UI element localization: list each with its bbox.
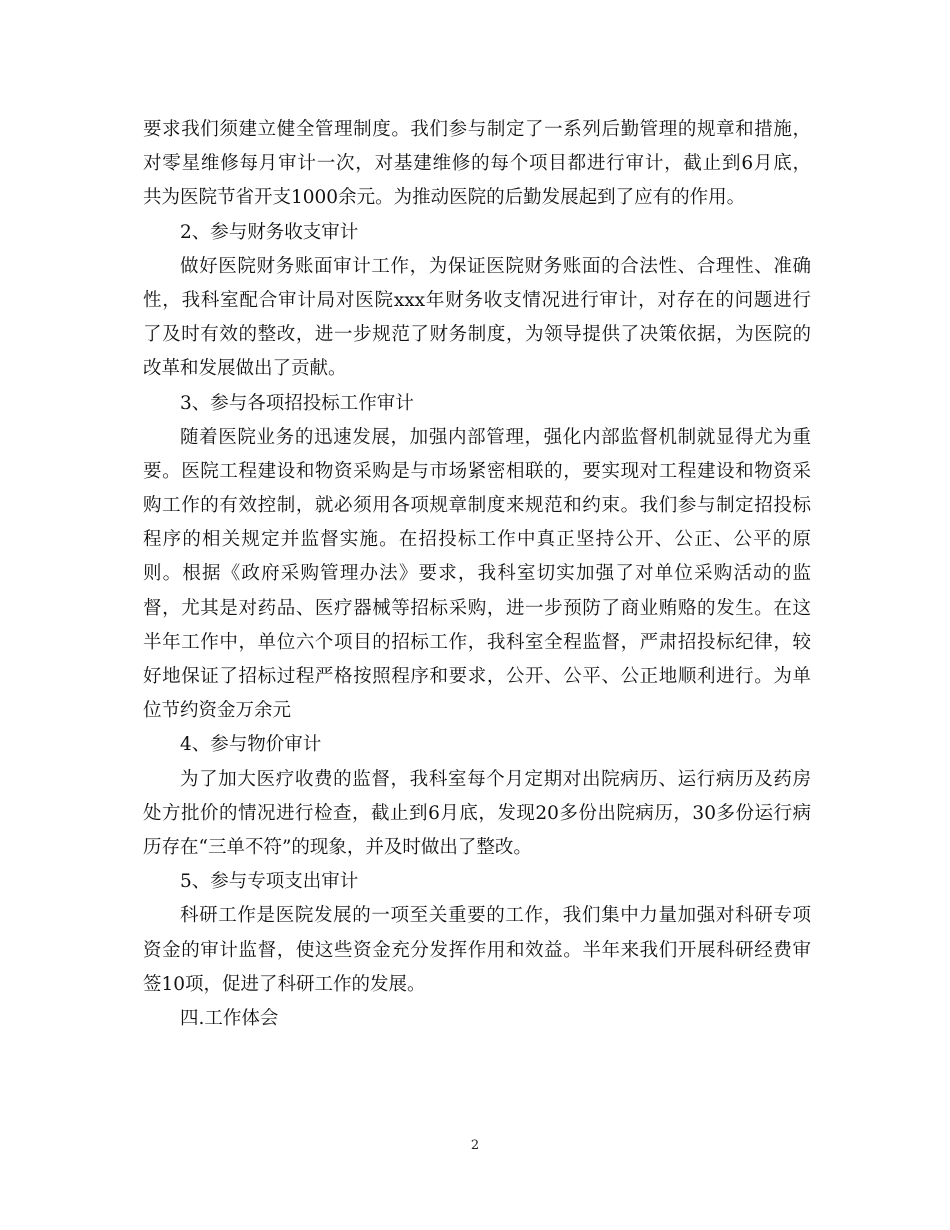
body-line-20: 为了加大医疗收费的监督，我科室每个月定期对出院病历、运行病历及药房	[180, 768, 811, 790]
body-line-10: 随着医院业务的迅速发展，加强内部管理，强化内部监督机制就显得尤为重	[180, 426, 811, 448]
body-line-26: 签10项，促进了科研工作的发展。	[143, 973, 426, 995]
section-heading-work-experience: 四.工作体会	[180, 1007, 279, 1029]
section-heading-financial-audit: 2、参与财务收支审计	[180, 221, 359, 243]
body-line-25: 资金的审计监督，使这些资金充分发挥作用和效益。半年来我们开展科研经费审	[143, 939, 811, 961]
body-line-17: 好地保证了招标过程严格按照程序和要求，公开、公平、公正地顺利进行。为单	[143, 666, 811, 687]
body-line-8: 改革和发展做出了贡献。	[143, 358, 347, 380]
body-line-21: 处方批价的情况进行检查，截止到6月底，发现20多份出院病历，30多份运行病	[143, 802, 811, 824]
body-line-1: 要求我们须建立健全管理制度。我们参与制定了一系列后勤管理的规章和措施，	[143, 119, 811, 140]
page-number: 2	[470, 1138, 480, 1153]
body-line-15: 督，尤其是对药品、医疗器械等招标采购，进一步预防了商业贿赂的发生。在这	[143, 597, 811, 619]
section-heading-bidding-audit: 3、参与各项招投标工作审计	[180, 392, 414, 414]
body-line-7: 了及时有效的整改，进一步规范了财务制度，为领导提供了决策依据，为医院的	[143, 324, 811, 346]
body-line-16: 半年工作中，单位六个项目的招标工作，我科室全程监督，严肃招投标纪律，较	[143, 631, 811, 653]
document-body	[143, 113, 811, 1036]
body-line-2: 对零星维修每月审计一次，对基建维修的每个项目都进行审计，截止到6月底，	[143, 153, 811, 175]
body-line-12: 购工作的有效控制，就必须用各项规章制度来规范和约束。我们参与制定招投标	[143, 495, 811, 517]
body-line-14: 则。根据《政府采购管理办法》要求，我科室切实加强了对单位采购活动的监	[143, 563, 811, 585]
section-heading-special-expense-audit: 5、参与专项支出审计	[180, 871, 359, 893]
body-line-18: 位节约资金万余元	[143, 700, 292, 722]
body-line-3: 共为医院节省开支1000余元。为推动医院的后勤发展起到了应有的作用。	[143, 187, 746, 209]
body-line-24: 科研工作是医院发展的一项至关重要的工作，我们集中力量加强对科研专项	[180, 905, 811, 927]
section-heading-price-audit: 4、参与物价审计	[180, 734, 322, 756]
body-line-11: 要。医院工程建设和物资采购是与市场紧密相联的，要实现对工程建设和物资采	[143, 460, 811, 482]
body-line-13: 程序的相关规定并监督实施。在招投标工作中真正坚持公开、公正、公平的原	[143, 529, 811, 551]
body-line-5: 做好医院财务账面审计工作，为保证医院财务账面的合法性、合理性、准确	[180, 255, 811, 277]
body-line-22: 历存在“三单不符”的现象，并及时做出了整改。	[143, 836, 532, 858]
body-line-6: 性，我科室配合审计局对医院xxx年财务收支情况进行审计，对存在的问题进行	[143, 289, 811, 311]
